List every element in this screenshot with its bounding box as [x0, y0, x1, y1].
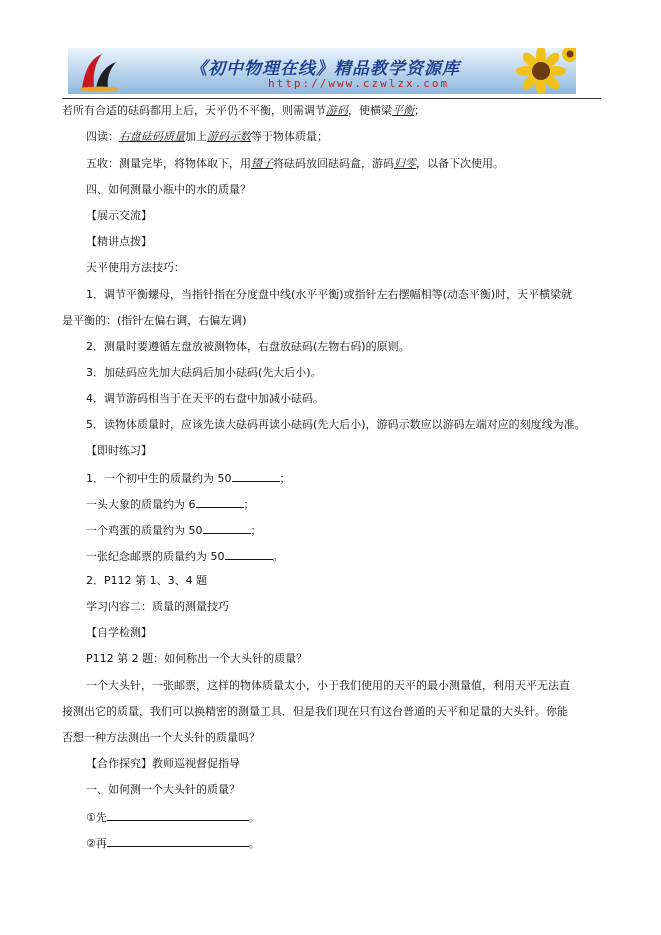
exercise-line: ①先 。 — [86, 811, 260, 824]
text-line: 是平衡的：(指针左偏右调，右偏左调) — [62, 314, 247, 327]
handwritten-answer: 游码 — [326, 104, 348, 117]
text-line: 1．调节平衡螺母，当指针指在分度盘中线(水平平衡)或指针左右摆幅相等(动态平衡)时，天平横梁就 — [86, 288, 573, 301]
text-line: 天平使用方法技巧： — [86, 261, 185, 274]
text-line: P112 第 2 题：如何称出一个大头针的质量？ — [86, 652, 308, 665]
text-line: 否想一种方法测出一个大头针的质量吗？ — [62, 731, 260, 744]
handwritten-answer: 右盘砝码质量 — [119, 130, 185, 143]
text-line: 一个大头针，一张邮票，这样的物体质量太小，小于我们使用的天平的最小测量值，利用天平无法直 — [86, 679, 570, 692]
sunflower-icon — [486, 48, 576, 94]
exercise-line: 一张纪念邮票的质量约为 50 。 — [86, 550, 284, 563]
handwritten-answer: 平衡 — [392, 104, 414, 117]
exercise-line: 一个鸡蛋的质量约为 50 ； — [86, 524, 262, 537]
banner-title: 《初中物理在线》精品教学资源库 — [190, 59, 460, 79]
text-line: 2．P112 第 1、3、4 题 — [86, 574, 208, 587]
section-label: 【即时练习】 — [86, 444, 152, 457]
banner-url[interactable]: http://www.czwlzx.com — [268, 77, 450, 90]
section-label: 【合作探究】教师巡视督促指导 — [86, 757, 240, 770]
exercise-line: ②再 。 — [86, 837, 260, 850]
header-banner — [68, 48, 576, 94]
section-label: 【自学检测】 — [86, 626, 152, 639]
site-logo-icon — [76, 50, 122, 92]
exercise-line: 1．一个初中生的质量约为 50 ； — [86, 472, 291, 485]
text-line: 3．加砝码应先加大砝码后加小砝码(先大后小)。 — [86, 366, 322, 379]
exercise-line: 一头大象的质量约为 6 ； — [86, 498, 255, 511]
text-line: 接测出它的质量，我们可以换精密的测量工具．但是我们现在只有这台普通的天平和足量的大头针。你能 — [62, 705, 568, 718]
handwritten-answer: 归零 — [394, 157, 416, 170]
text-line: 四读：右盘砝码质量加上游码示数等于物体质量； — [86, 130, 328, 143]
answer-blank[interactable] — [203, 522, 251, 534]
answer-blank[interactable] — [196, 496, 244, 508]
answer-blank[interactable] — [107, 809, 249, 821]
header-divider — [62, 98, 601, 99]
text-line: 2．测量时要遵循左盘放被测物体，右盘放砝码(左物右码)的原则。 — [86, 340, 410, 353]
handwritten-answer: 游码示数 — [207, 130, 251, 143]
handwritten-answer: 镊子 — [251, 157, 273, 170]
text-line: 若所有合适的砝码都用上后，天平仍不平衡，则需调节游码，使横梁平衡； — [62, 104, 425, 117]
answer-blank[interactable] — [225, 548, 273, 560]
section-label: 【展示交流】 — [86, 209, 152, 222]
text-line: 五收：测量完毕，将物体取下，用镊子将砝码放回砝码盒，游码归零，以备下次使用。 — [86, 157, 504, 170]
text-line: 5．读物体质量时，应该先读大砝码再读小砝码(先大后小)，游码示数应以游码左端对应的刻度线为准。 — [86, 418, 586, 431]
section-label: 【精讲点拨】 — [86, 235, 152, 248]
answer-blank[interactable] — [107, 835, 249, 847]
section-heading: 学习内容二：质量的测量技巧 — [86, 600, 229, 613]
answer-blank[interactable] — [232, 470, 280, 482]
text-line: 一、如何测一个大头针的质量？ — [86, 783, 240, 796]
text-line: 4．调节游码相当于在天平的右盘中加减小砝码。 — [86, 392, 324, 405]
section-heading: 四、如何测量小瓶中的水的质量？ — [86, 183, 251, 196]
